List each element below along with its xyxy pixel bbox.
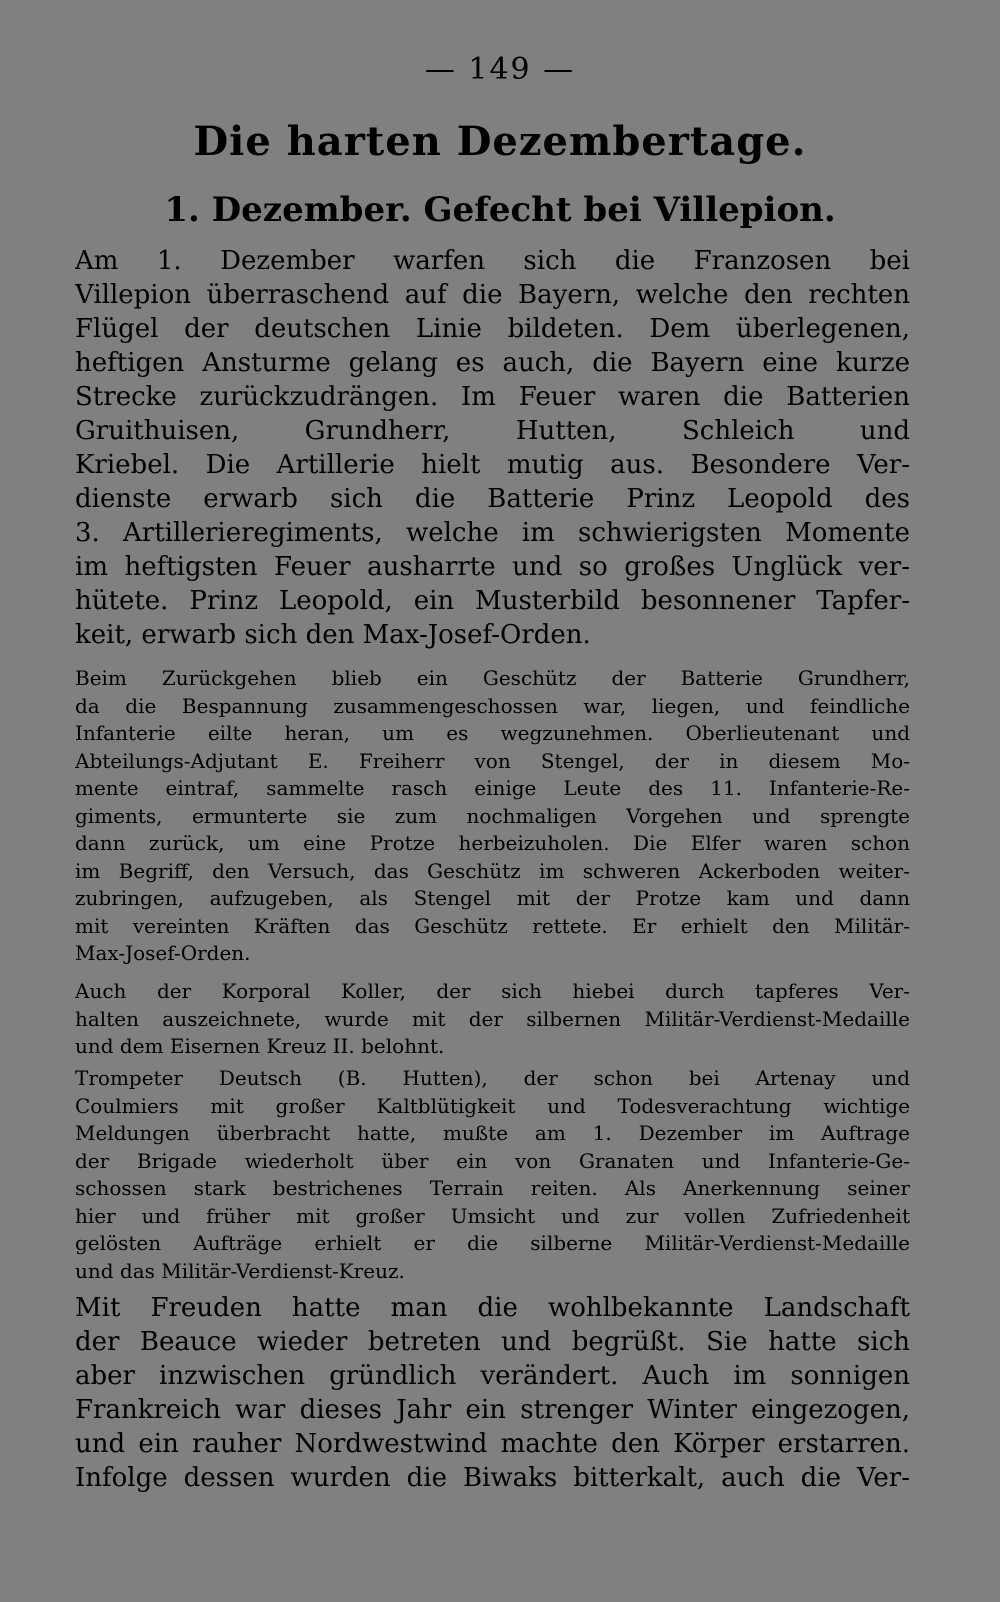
text-line: mit vereinten Kräften das Geschütz rettete. Er erhielt den Militär- xyxy=(75,913,910,938)
text-line: zubringen, aufzugeben, als Stengel mit der Protze kam und dann xyxy=(75,886,910,910)
text-line: Flügel der deutschen Linie bildeten. Dem überlegenen, xyxy=(75,314,910,344)
text-line: schossen stark bestrichenes Terrain reiten. Als Anerkennung seiner xyxy=(75,1176,910,1200)
text-line: und das Militär-Verdienst-Kreuz. xyxy=(75,1258,405,1283)
text-line: dann zurück, um eine Protze herbeizuholen. Die Elfer waren schon xyxy=(75,831,910,855)
text-line: da die Bespannung zusammengeschossen war, liegen, und feindliche xyxy=(75,693,910,718)
text-line: Abteilungs-Adjutant E. Freiherr von Stengel, der in diesem Mo- xyxy=(75,748,910,773)
text-line: Strecke zurückzudrängen. Im Feuer waren die Batterien xyxy=(75,382,910,412)
text-line: giments, ermunterte sie zum nochmaligen Vorgehen und sprengte xyxy=(75,803,910,828)
text-line: hütete. Prinz Leopold, ein Musterbild besonnener Tapfer- xyxy=(75,586,910,616)
text-line: dienste erwarb sich die Batterie Prinz Leopold des xyxy=(75,484,910,514)
section-subtitle: 1. Dezember. Gefecht bei Villepion. xyxy=(164,190,836,230)
text-line: keit, erwarb sich den Max-Josef-Orden. xyxy=(75,620,591,650)
text-line: Villepion überraschend auf die Bayern, welche den rechten xyxy=(75,280,910,310)
text-line: und ein rauher Nordwestwind machte den Körper erstarren. xyxy=(75,1429,910,1459)
text-line: Meldungen überbracht hatte, mußte am 1. Dezember im Auftrage xyxy=(75,1121,910,1145)
text-line: Beim Zurückgehen blieb ein Geschütz der Batterie Grundherr, xyxy=(75,666,910,690)
main-paragraph-2 xyxy=(75,1291,910,1495)
text-line: Auch der Korporal Koller, der sich hiebei durch tapferes Ver- xyxy=(75,979,910,1003)
text-line: Max-Josef-Orden. xyxy=(75,941,251,965)
footnote-paragraph-2 xyxy=(75,978,910,1061)
text-line: der Beauce wieder betreten und begrüßt. Sie hatte sich xyxy=(75,1327,910,1357)
text-line: Infolge dessen wurden die Biwaks bitterkalt, auch die Ver- xyxy=(75,1463,910,1493)
text-line: Frankreich war dieses Jahr ein strenger Winter eingezogen, xyxy=(75,1395,910,1425)
text-line: Infanterie eilte heran, um es wegzunehmen. Oberlieutenant und xyxy=(75,721,910,745)
chapter-title: Die harten Dezembertage. xyxy=(193,118,807,165)
text-line: Trompeter Deutsch (B. Hutten), der schon bei Artenay und xyxy=(75,1066,910,1090)
text-line: und dem Eisernen Kreuz II. belohnt. xyxy=(75,1034,445,1058)
text-line: der Brigade wiederholt über ein von Granaten und Infanterie-Ge- xyxy=(75,1148,910,1173)
text-line: Mit Freuden hatte man die wohlbekannte Landschaft xyxy=(75,1293,910,1323)
text-line: heftigen Ansturme gelang es auch, die Bayern eine kurze xyxy=(75,348,910,378)
text-line: im Begriff, den Versuch, das Geschütz im schweren Ackerboden weiter- xyxy=(75,858,910,883)
text-line: aber inzwischen gründlich verändert. Auch im sonnigen xyxy=(75,1361,910,1391)
footnote-paragraph-1 xyxy=(75,665,910,968)
text-line: hier und früher mit großer Umsicht und zur vollen Zufriedenheit xyxy=(75,1203,910,1228)
text-line: 3. Artillerieregiments, welche im schwierigsten Momente xyxy=(75,518,910,548)
text-line: Gruithuisen, Grundherr, Hutten, Schleich und xyxy=(75,416,910,446)
text-line: mente eintraf, sammelte rasch einige Leute des 11. Infanterie-Re- xyxy=(75,776,910,800)
text-line: Kriebel. Die Artillerie hielt mutig aus. Besondere Ver- xyxy=(75,450,910,480)
text-line: gelösten Aufträge erhielt er die silberne Militär-Verdienst-Medaille xyxy=(75,1231,910,1255)
text-line: Coulmiers mit großer Kaltblütigkeit und Todesverachtung wichtige xyxy=(75,1093,910,1118)
footnote-paragraph-3 xyxy=(75,1065,910,1285)
text-line: Am 1. Dezember warfen sich die Franzosen bei xyxy=(75,246,910,276)
page-number: — 149 — xyxy=(424,52,576,87)
text-line: im heftigsten Feuer ausharrte und so großes Unglück ver- xyxy=(75,552,910,582)
text-line: halten auszeichnete, wurde mit der silbernen Militär-Verdienst-Medaille xyxy=(75,1006,910,1031)
main-paragraph-1 xyxy=(75,244,910,652)
